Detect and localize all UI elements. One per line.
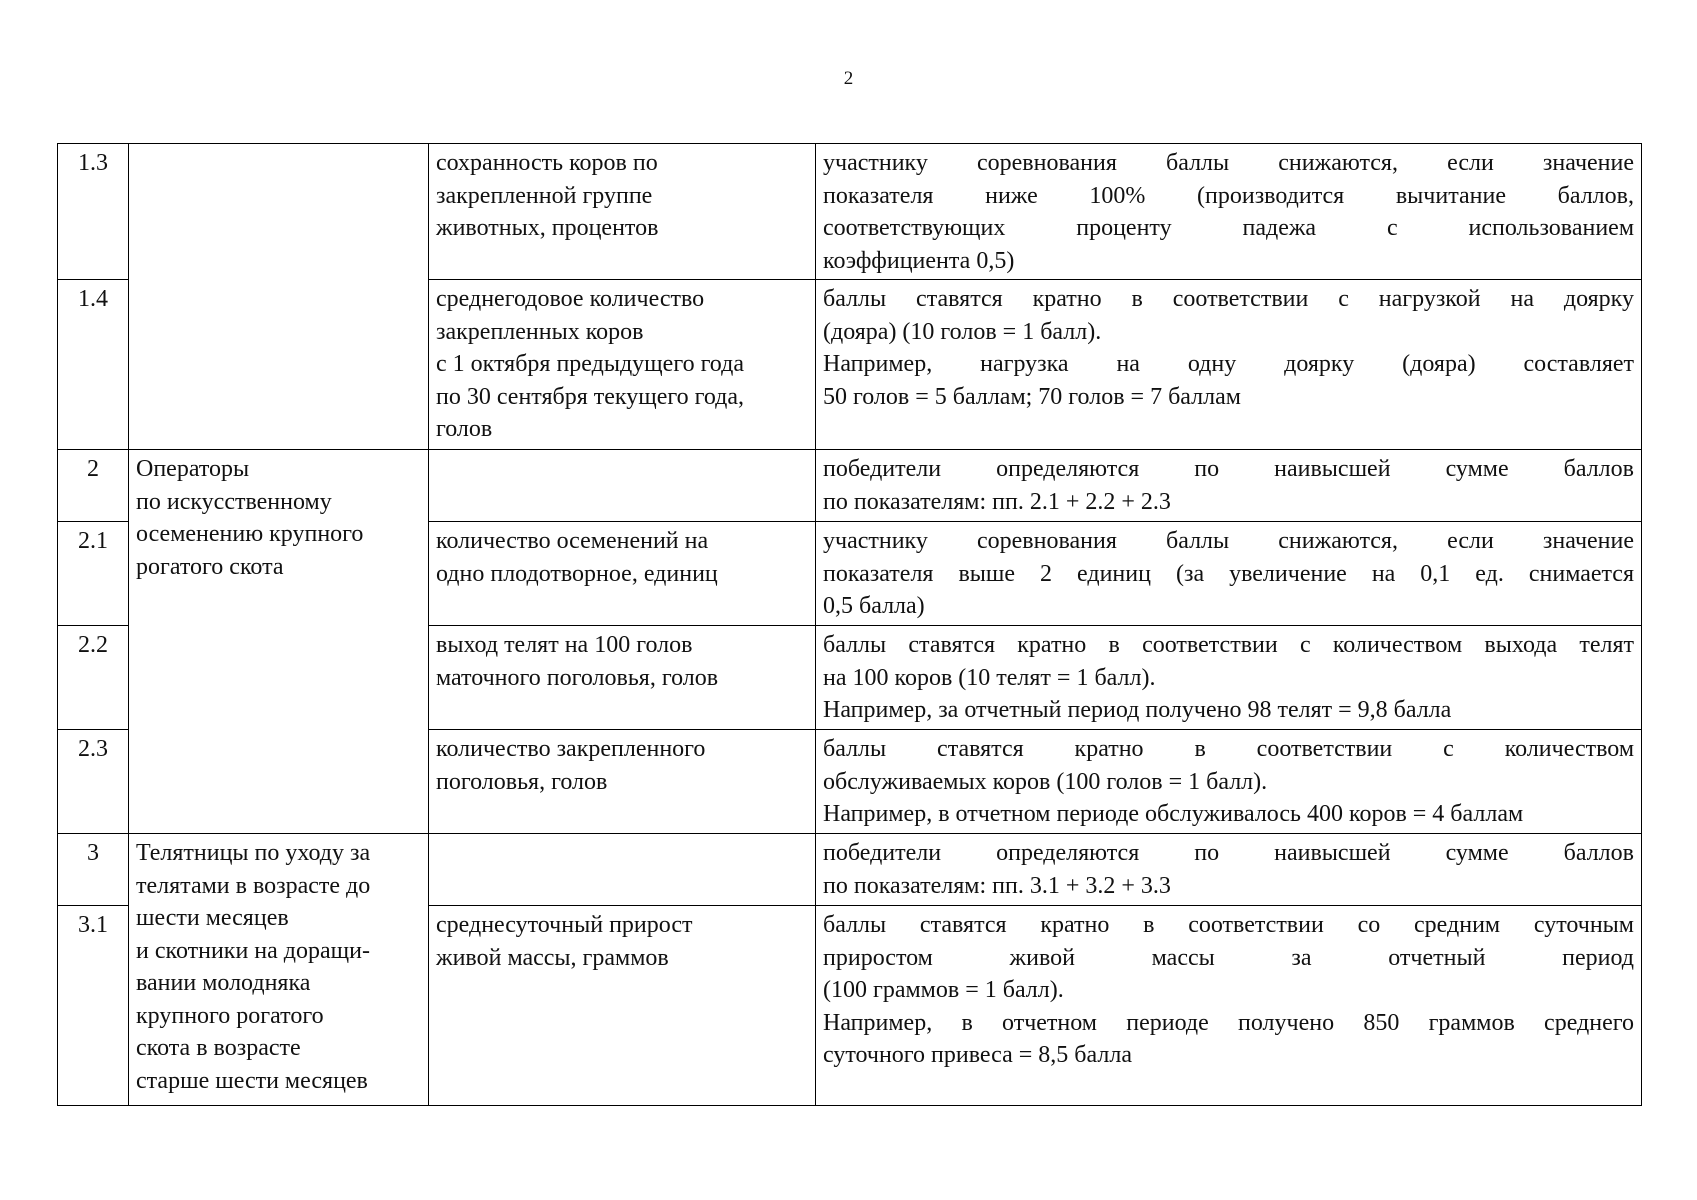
rule-line: суточного привеса = 8,5 балла	[823, 1042, 1132, 1068]
nomination-line: по искусственному	[136, 488, 332, 515]
row-number: 3.1	[58, 906, 129, 1106]
rule-line: Например, в отчетном периоде получено 850 граммов среднего	[823, 1009, 1634, 1036]
nomination-cell	[129, 450, 429, 834]
indicator-line: закрепленной группе	[436, 182, 653, 209]
rule-line: баллы ставятся кратно в соответствии с нагрузкой на доярку	[823, 286, 1634, 312]
nomination-cell	[129, 834, 429, 1106]
rule-line: 0,5 балла)	[823, 593, 925, 619]
indicator-line: с 1 октября предыдущего года	[436, 351, 744, 377]
row-number: 2	[58, 450, 129, 522]
row-number: 1.4	[58, 280, 129, 450]
rule-line: баллы ставятся кратно в соответствии со средним суточным	[823, 912, 1634, 938]
indicator-line: среднегодовое количество	[436, 286, 705, 312]
indicator-line: животных, процентов	[436, 215, 659, 241]
rule-line: баллы ставятся кратно в соответствии с количеством	[823, 736, 1634, 762]
row-number: 3	[58, 834, 129, 906]
indicator-cell	[429, 834, 816, 906]
nomination-line: крупного рогатого	[136, 1002, 324, 1029]
nomination-line: вании молодняка	[136, 970, 311, 996]
indicator-line: среднесуточный прирост	[436, 912, 693, 938]
rule-line: (дояра) (10 голов = 1 балл).	[823, 318, 1102, 345]
rule-line: коэффициента 0,5)	[823, 247, 1015, 274]
nomination-line: Телятницы по уходу за	[136, 840, 371, 866]
indicator-line: сохранность коров по	[436, 150, 658, 176]
rule-line: (100 граммов = 1 балл).	[823, 977, 1064, 1003]
rule-line: участнику соревнования баллы снижаются, если значение	[823, 528, 1634, 554]
rule-line: победители определяются по наивысшей сумме баллов	[823, 456, 1634, 482]
nomination-line: Операторы	[136, 456, 250, 482]
indicator-cell	[429, 280, 816, 450]
criteria-table	[57, 143, 1642, 1106]
rule-line: Например, в отчетном периоде обслуживалось 400 коров = 4 баллам	[823, 801, 1524, 827]
nomination-line: рогатого скота	[136, 553, 284, 580]
rule-line: Например, нагрузка на одну доярку (дояра) составляет	[823, 351, 1634, 377]
indicator-cell	[429, 450, 816, 522]
rule-line: баллы ставятся кратно в соответствии с количеством выхода телят	[823, 632, 1634, 658]
nomination-cell	[129, 144, 429, 450]
row-number: 2.2	[58, 626, 129, 730]
indicator-cell	[429, 730, 816, 834]
rule-line: по показателям: пп. 3.1 + 3.2 + 3.3	[823, 872, 1171, 899]
scoring-rule-cell	[816, 626, 1642, 730]
nomination-line: осеменению крупного	[136, 521, 364, 547]
rule-line: показателя выше 2 единиц (за увеличение на 0,1 ед. снимается	[823, 560, 1634, 587]
indicator-line: количество закрепленного	[436, 736, 706, 762]
indicator-cell	[429, 626, 816, 730]
indicator-line: живой массы, граммов	[436, 944, 669, 971]
nomination-line: скота в возрасте	[136, 1035, 301, 1061]
scoring-rule-cell	[816, 906, 1642, 1106]
indicator-cell	[429, 144, 816, 280]
rule-line: 50 голов = 5 баллам; 70 голов = 7 баллам	[823, 383, 1241, 410]
nomination-line: шести месяцев	[136, 905, 289, 931]
scoring-rule-cell	[816, 730, 1642, 834]
indicator-cell	[429, 522, 816, 626]
indicator-line: поголовья, голов	[436, 768, 608, 795]
indicator-line: закрепленных коров	[436, 318, 644, 345]
rule-line: по показателям: пп. 2.1 + 2.2 + 2.3	[823, 488, 1171, 515]
row-number: 2.3	[58, 730, 129, 834]
rule-line: участнику соревнования баллы снижаются, если значение	[823, 150, 1634, 176]
scoring-rule-cell	[816, 450, 1642, 522]
indicator-cell	[429, 906, 816, 1106]
page-number: 2	[843, 68, 854, 89]
rule-line: приростом живой массы за отчетный период	[823, 944, 1634, 971]
rule-line: обслуживаемых коров (100 голов = 1 балл).	[823, 768, 1268, 795]
rule-line: победители определяются по наивысшей сумме баллов	[823, 840, 1634, 866]
scoring-rule-cell	[816, 144, 1642, 280]
indicator-line: количество осеменений на	[436, 528, 709, 554]
nomination-line: старше шести месяцев	[136, 1067, 368, 1094]
indicator-line: маточного поголовья, голов	[436, 664, 719, 691]
rule-line: показателя ниже 100% (производится вычитание баллов,	[823, 182, 1634, 209]
indicator-line: выход телят на 100 голов	[436, 632, 693, 658]
table-row	[58, 834, 1642, 906]
indicator-line: одно плодотворное, единиц	[436, 560, 718, 587]
rule-line: Например, за отчетный период получено 98 телят = 9,8 балла	[823, 697, 1452, 723]
nomination-line: телятами в возрасте до	[136, 872, 371, 899]
indicator-line: голов	[436, 416, 493, 442]
scoring-rule-cell	[816, 522, 1642, 626]
table-row	[58, 144, 1642, 280]
scoring-rule-cell	[816, 834, 1642, 906]
scoring-rule-cell	[816, 280, 1642, 450]
row-number: 2.1	[58, 522, 129, 626]
table-row	[58, 450, 1642, 522]
nomination-line: и скотники на доращи-	[136, 937, 370, 964]
rule-line: соответствующих проценту падежа с использованием	[823, 215, 1634, 241]
indicator-line: по 30 сентября текущего года,	[436, 383, 745, 410]
row-number: 1.3	[58, 144, 129, 280]
rule-line: на 100 коров (10 телят = 1 балл).	[823, 664, 1156, 691]
